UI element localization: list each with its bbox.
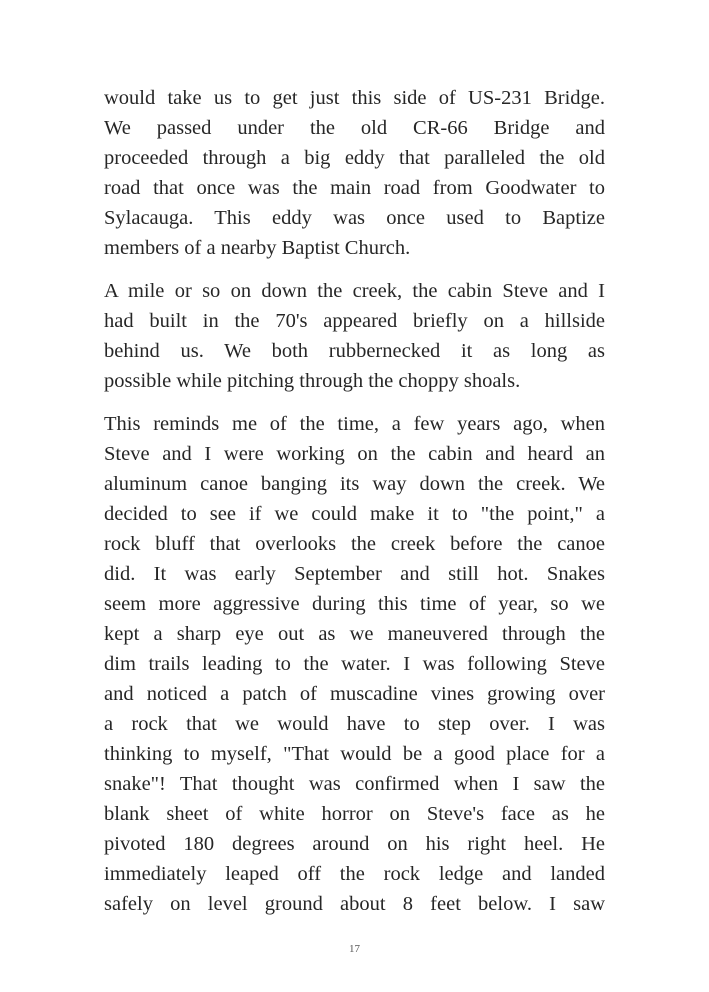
text-line: proceeded through a big eddy that paralleled the old [104, 147, 605, 169]
text-line: snake"! That thought was confirmed when I saw the [104, 773, 605, 795]
text-line: pivoted 180 degrees around on his right heel. He [104, 833, 605, 855]
text-line: rock bluff that overlooks the creek before the canoe [104, 533, 605, 555]
paragraph-2 [104, 276, 605, 396]
text-line: road that once was the main road from Goodwater to [104, 177, 605, 199]
text-line: and noticed a patch of muscadine vines growing over [104, 683, 605, 705]
text-line: possible while pitching through the choppy shoals. [104, 370, 521, 392]
text-line: immediately leaped off the rock ledge and landed [104, 863, 605, 885]
text-line: A mile or so on down the creek, the cabin Steve and I [104, 280, 605, 302]
text-line: members of a nearby Baptist Church. [104, 237, 411, 259]
text-line: had built in the 70's appeared briefly on a hillside [104, 310, 605, 332]
text-line: would take us to get just this side of US-231 Bridge. [104, 87, 605, 109]
text-line: We passed under the old CR-66 Bridge and [104, 117, 605, 139]
text-line: dim trails leading to the water. I was following Steve [104, 653, 605, 675]
paragraph-3 [104, 409, 605, 919]
text-line: blank sheet of white horror on Steve's face as he [104, 803, 605, 825]
text-line: Sylacauga. This eddy was once used to Baptize [104, 207, 605, 229]
text-line: This reminds me of the time, a few years ago, when [104, 413, 605, 435]
text-line: thinking to myself, "That would be a good place for a [104, 743, 605, 765]
text-line: Steve and I were working on the cabin and heard an [104, 443, 605, 465]
text-line: aluminum canoe banging its way down the creek. We [104, 473, 605, 495]
text-line: did. It was early September and still hot. Snakes [104, 563, 605, 585]
text-line: safely on level ground about 8 feet below. I saw [104, 893, 605, 915]
text-line: seem more aggressive during this time of year, so we [104, 593, 605, 615]
body-text [104, 83, 605, 932]
text-line: kept a sharp eye out as we maneuvered through the [104, 623, 605, 645]
text-line: a rock that we would have to step over. I was [104, 713, 605, 735]
text-line: behind us. We both rubbernecked it as long as [104, 340, 605, 362]
page-number: 17 [349, 943, 360, 955]
paragraph-1 [104, 83, 605, 263]
text-line: decided to see if we could make it to "the point," a [104, 503, 605, 525]
